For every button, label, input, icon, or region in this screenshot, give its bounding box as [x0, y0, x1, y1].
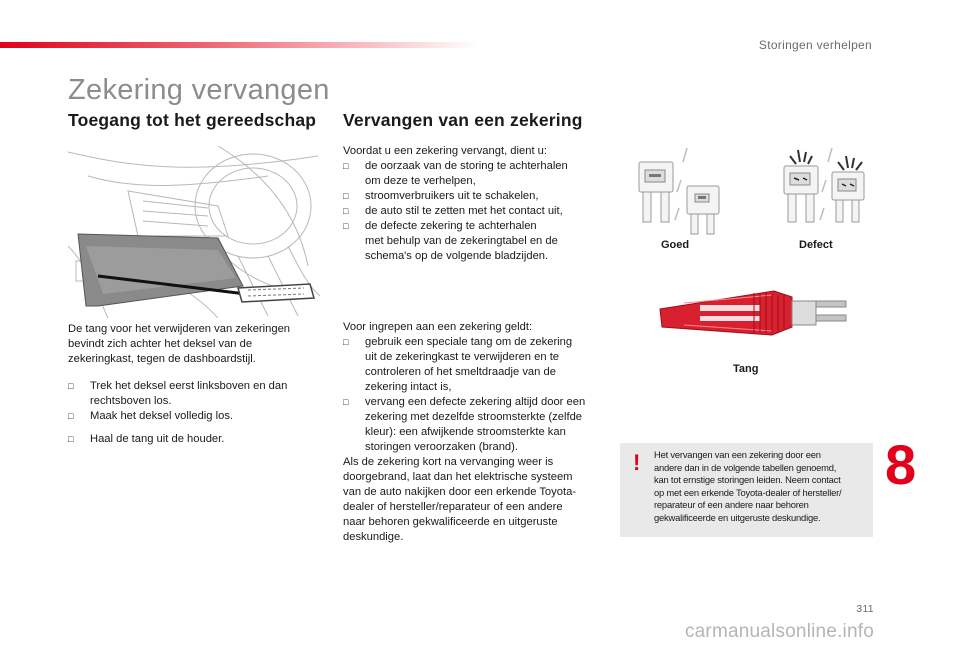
list-item: □ Trek het deksel eerst linksboven en dan rechtsboven los. — [68, 380, 288, 407]
square-bullet-icon: □ — [68, 381, 74, 391]
list-item: □ de auto stil te zetten met het contact uit, — [343, 205, 563, 217]
list-item: □ Haal de tang uit de houder. — [68, 433, 225, 445]
section-header: Storingen verhelpen — [758, 38, 872, 52]
warning-text: Het vervangen van een zekering door een andere dan in de volgende tabellen genoemd, kan tot ernstige storingen leiden. Neem contact op met een erkende Toyota-dealer of hersteller/ reparateur of een andere naar behoren gekwalificeerde en uitgeruste deskundige. — [654, 449, 842, 523]
label-tang: Tang — [733, 363, 759, 375]
good-fuse-illustration — [625, 140, 740, 236]
list-item: □ de oorzaak van de storing te achterhalen om deze te verhelpen, — [343, 160, 568, 187]
label-good: Goed — [661, 239, 690, 251]
header-accent-bar — [0, 42, 480, 48]
middle-closing: Als de zekering kort na vervanging weer is doorgebrand, laat dan het elektrische systeem van de auto nakijken door een erkende Toyota- dealer of hersteller/reparateur of een andere naar behoren gekwalificeerde en uitgeruste deskundige. — [343, 456, 577, 543]
label-defect: Defect — [799, 239, 833, 251]
square-bullet-icon: □ — [68, 411, 74, 421]
middle-steps-b — [343, 335, 608, 455]
warning-icon: ! — [633, 450, 641, 475]
middle-steps-a — [343, 159, 608, 264]
left-heading: Toegang tot het gereedschap — [68, 110, 317, 130]
list-item: □ Maak het deksel volledig los. — [68, 410, 234, 422]
square-bullet-icon: □ — [343, 206, 349, 216]
square-bullet-icon: □ — [343, 337, 349, 347]
list-item: □ stroomverbruikers uit te schakelen, — [343, 190, 539, 202]
page-title: Zekering vervangen — [68, 74, 330, 106]
square-bullet-icon: □ — [68, 434, 74, 444]
chapter-number: 8 — [885, 433, 917, 496]
watermark: carmanualsonline.info — [684, 621, 874, 642]
square-bullet-icon: □ — [343, 221, 349, 231]
middle-block-2: Voor ingrepen aan een zekering geldt: □ gebruik een speciale tang om de zekering uit de zekeringkast te verwijderen en te controleren of het smeltdraadje van de zekering intact is, □ vervang een defecte zekering altijd door een zekering met dezelfde stroomsterkte (zelfde kleur): een afwijkende stroomsterkte kan storingen veroorzaken (brand). Als de zekering kort na vervanging weer is doorgebrand, laat dan het elektrische systeem van de auto nakijken door een erkende Toyota- dealer of hersteller/reparateur of een andere naar behoren gekwalificeerde en uitgeruste deskundige. — [343, 320, 608, 545]
list-item: □ de defecte zekering te achterhalen met behulp van de zekeringtabel en de schema's op de volgende bladzijden. — [343, 220, 558, 262]
dashboard-illustration — [68, 146, 322, 318]
left-steps-a — [68, 379, 328, 424]
left-steps-b — [68, 432, 328, 447]
left-intro: De tang voor het verwijderen van zekeringen bevindt zich achter het deksel van de zekeringkast, tegen de dashboardstijl. — [68, 323, 291, 365]
middle-block-1: Voordat u een zekering vervangt, dient u: □ de oorzaak van de storing te achterhalen om deze te verhelpen, □ stroomverbruikers uit te schakelen, □ de auto stil te zetten met het contact uit, □ de defecte zekering te achterhalen met behulp van de zekeringtabel en de schema's op de volgende bladzijden. — [343, 144, 608, 264]
list-item: □ gebruik een speciale tang om de zekering uit de zekeringkast te verwijderen en te controleren of het smeltdraadje van de zekering intact is, — [343, 336, 573, 393]
middle-heading: Vervangen van een zekering — [343, 110, 583, 130]
defect-fuse-illustration — [772, 140, 882, 236]
list-item: □ vervang een defecte zekering altijd door een zekering met dezelfde stroomsterkte (zelfde kleur): een afwijkende stroomsterkte kan storingen veroorzaken (brand). — [343, 396, 586, 453]
page-number: 311 — [856, 604, 874, 615]
square-bullet-icon: □ — [343, 191, 349, 201]
fuse-tang-illustration — [654, 283, 854, 343]
square-bullet-icon: □ — [343, 161, 349, 171]
square-bullet-icon: □ — [343, 397, 349, 407]
